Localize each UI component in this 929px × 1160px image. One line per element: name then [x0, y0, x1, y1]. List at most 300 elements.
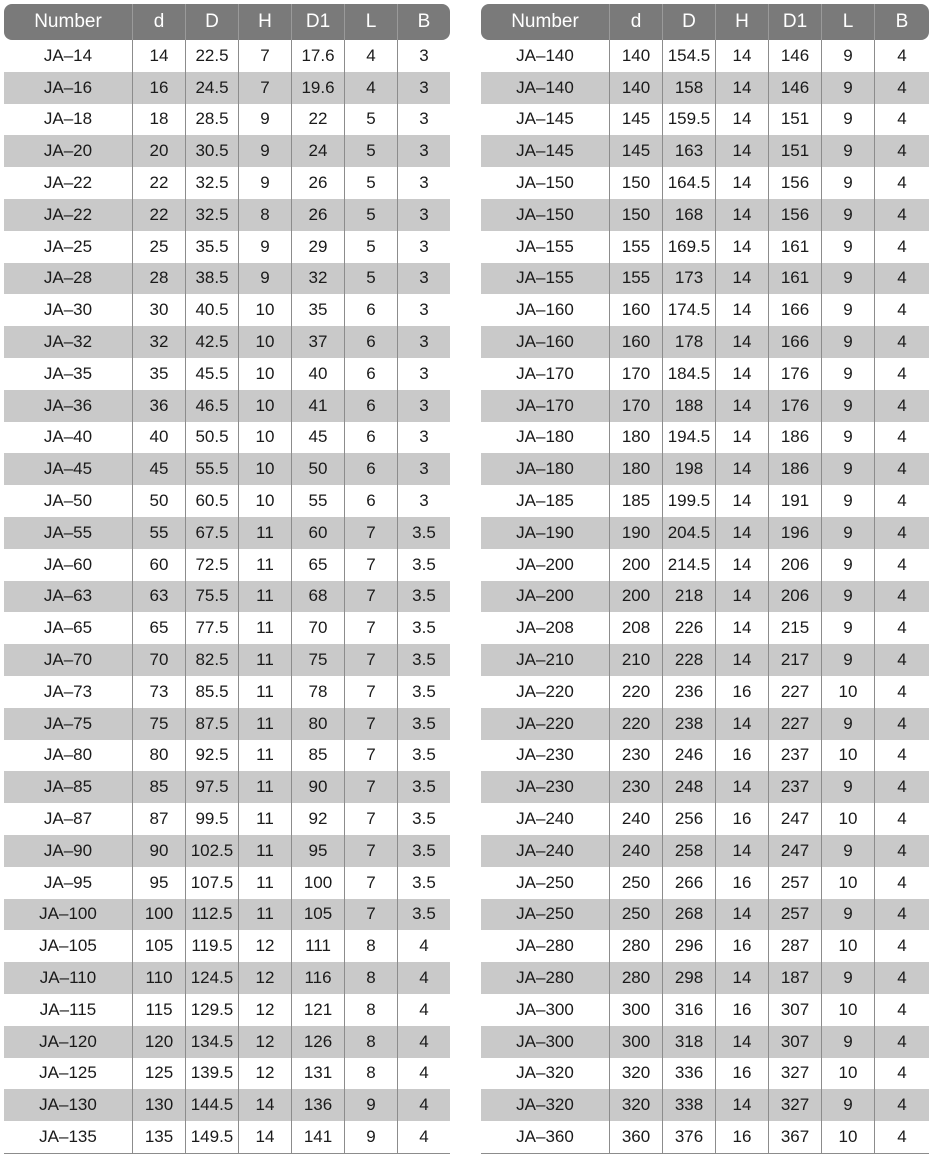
column-header-D1: D1 — [291, 4, 344, 40]
table-row — [481, 263, 929, 295]
cell-D1: 24 — [291, 135, 344, 167]
cell-L: 9 — [344, 1121, 397, 1154]
cell-d: 145 — [609, 135, 662, 167]
cell-d: 32 — [132, 326, 185, 358]
cell-H: 9 — [238, 104, 291, 136]
cell-B: 4 — [874, 167, 929, 199]
cell-D1: 50 — [291, 453, 344, 485]
cell-number: JA–18 — [4, 104, 132, 136]
cell-number: JA–160 — [481, 294, 609, 326]
cell-D: 248 — [662, 771, 715, 803]
cell-B: 3 — [397, 231, 450, 263]
cell-H: 16 — [715, 1121, 768, 1154]
cell-B: 3.5 — [397, 612, 450, 644]
cell-B: 3 — [397, 199, 450, 231]
cell-D: 246 — [662, 740, 715, 772]
cell-B: 3.5 — [397, 676, 450, 708]
cell-H: 8 — [238, 199, 291, 231]
cell-L: 7 — [344, 676, 397, 708]
cell-number: JA–185 — [481, 485, 609, 517]
table-row — [481, 72, 929, 104]
cell-D: 129.5 — [185, 994, 238, 1026]
cell-L: 7 — [344, 708, 397, 740]
cell-L: 9 — [821, 1089, 874, 1121]
cell-number: JA–135 — [4, 1121, 132, 1154]
cell-B: 4 — [874, 135, 929, 167]
cell-L: 9 — [821, 899, 874, 931]
cell-number: JA–65 — [4, 612, 132, 644]
cell-L: 7 — [344, 549, 397, 581]
cell-H: 11 — [238, 740, 291, 772]
cell-D: 154.5 — [662, 40, 715, 72]
table-row — [481, 104, 929, 136]
cell-B: 3 — [397, 326, 450, 358]
cell-D: 376 — [662, 1121, 715, 1154]
cell-H: 14 — [715, 167, 768, 199]
cell-D: 77.5 — [185, 612, 238, 644]
cell-D: 32.5 — [185, 167, 238, 199]
cell-D: 24.5 — [185, 72, 238, 104]
right-spec-table — [481, 4, 929, 1154]
cell-number: JA–360 — [481, 1121, 609, 1154]
table-row — [481, 740, 929, 772]
cell-number: JA–73 — [4, 676, 132, 708]
cell-number: JA–55 — [4, 517, 132, 549]
cell-B: 4 — [874, 1121, 929, 1154]
cell-D: 28.5 — [185, 104, 238, 136]
cell-D1: 121 — [291, 994, 344, 1026]
cell-L: 8 — [344, 962, 397, 994]
cell-number: JA–170 — [481, 358, 609, 390]
cell-L: 9 — [821, 581, 874, 613]
cell-D1: 287 — [768, 930, 821, 962]
cell-B: 3 — [397, 390, 450, 422]
cell-number: JA–200 — [481, 549, 609, 581]
cell-D: 198 — [662, 453, 715, 485]
table-row — [481, 135, 929, 167]
cell-d: 230 — [609, 771, 662, 803]
cell-H: 14 — [715, 549, 768, 581]
cell-number: JA–20 — [4, 135, 132, 167]
cell-L: 9 — [821, 199, 874, 231]
table-row — [4, 994, 450, 1026]
cell-H: 9 — [238, 167, 291, 199]
cell-d: 130 — [132, 1089, 185, 1121]
cell-number: JA–190 — [481, 517, 609, 549]
cell-D1: 247 — [768, 803, 821, 835]
table-row — [481, 612, 929, 644]
cell-H: 14 — [715, 358, 768, 390]
cell-D1: 307 — [768, 994, 821, 1026]
cell-D1: 215 — [768, 612, 821, 644]
cell-L: 6 — [344, 422, 397, 454]
cell-L: 7 — [344, 835, 397, 867]
cell-d: 150 — [609, 199, 662, 231]
cell-D1: 131 — [291, 1058, 344, 1090]
cell-d: 30 — [132, 294, 185, 326]
table-row — [481, 962, 929, 994]
cell-number: JA–145 — [481, 135, 609, 167]
cell-d: 36 — [132, 390, 185, 422]
cell-D: 168 — [662, 199, 715, 231]
cell-d: 240 — [609, 803, 662, 835]
cell-D1: 186 — [768, 453, 821, 485]
table-row — [481, 326, 929, 358]
table-row — [481, 358, 929, 390]
cell-D1: 156 — [768, 167, 821, 199]
cell-B: 4 — [874, 422, 929, 454]
column-header-number: Number — [4, 4, 132, 40]
cell-number: JA–85 — [4, 771, 132, 803]
table-row — [481, 485, 929, 517]
table-row — [481, 549, 929, 581]
cell-D: 144.5 — [185, 1089, 238, 1121]
cell-H: 11 — [238, 899, 291, 931]
column-header-D: D — [662, 4, 715, 40]
cell-B: 4 — [874, 867, 929, 899]
cell-number: JA–25 — [4, 231, 132, 263]
cell-H: 14 — [715, 517, 768, 549]
table-row — [4, 485, 450, 517]
cell-H: 10 — [238, 294, 291, 326]
cell-H: 11 — [238, 867, 291, 899]
cell-B: 4 — [874, 517, 929, 549]
cell-H: 16 — [715, 867, 768, 899]
cell-L: 6 — [344, 485, 397, 517]
cell-L: 9 — [821, 453, 874, 485]
cell-D1: 19.6 — [291, 72, 344, 104]
cell-L: 10 — [821, 867, 874, 899]
table-row — [4, 549, 450, 581]
cell-D: 55.5 — [185, 453, 238, 485]
cell-d: 160 — [609, 326, 662, 358]
cell-number: JA–300 — [481, 994, 609, 1026]
cell-B: 3 — [397, 135, 450, 167]
cell-D: 99.5 — [185, 803, 238, 835]
cell-d: 360 — [609, 1121, 662, 1154]
cell-number: JA–210 — [481, 644, 609, 676]
cell-D1: 146 — [768, 40, 821, 72]
cell-B: 4 — [397, 1121, 450, 1154]
cell-number: JA–230 — [481, 771, 609, 803]
cell-B: 4 — [874, 294, 929, 326]
cell-H: 9 — [238, 135, 291, 167]
cell-L: 8 — [344, 994, 397, 1026]
cell-D1: 237 — [768, 771, 821, 803]
table-row — [4, 899, 450, 931]
table-row — [481, 231, 929, 263]
cell-D1: 26 — [291, 199, 344, 231]
cell-H: 12 — [238, 930, 291, 962]
cell-B: 4 — [874, 40, 929, 72]
cell-d: 115 — [132, 994, 185, 1026]
cell-L: 9 — [344, 1089, 397, 1121]
cell-number: JA–150 — [481, 167, 609, 199]
cell-number: JA–220 — [481, 708, 609, 740]
cell-B: 3.5 — [397, 644, 450, 676]
cell-d: 280 — [609, 930, 662, 962]
table-row — [481, 708, 929, 740]
cell-d: 125 — [132, 1058, 185, 1090]
table-row — [481, 771, 929, 803]
cell-B: 4 — [874, 453, 929, 485]
cell-D: 35.5 — [185, 231, 238, 263]
cell-L: 9 — [821, 167, 874, 199]
cell-B: 4 — [874, 899, 929, 931]
cell-number: JA–40 — [4, 422, 132, 454]
cell-d: 45 — [132, 453, 185, 485]
cell-H: 14 — [715, 294, 768, 326]
cell-D: 32.5 — [185, 199, 238, 231]
cell-d: 170 — [609, 390, 662, 422]
table-row — [481, 835, 929, 867]
cell-B: 3 — [397, 72, 450, 104]
table-row — [481, 40, 929, 72]
cell-L: 5 — [344, 167, 397, 199]
table-row — [4, 104, 450, 136]
cell-H: 10 — [238, 485, 291, 517]
cell-B: 4 — [397, 1026, 450, 1058]
cell-H: 11 — [238, 581, 291, 613]
cell-d: 63 — [132, 581, 185, 613]
cell-d: 155 — [609, 231, 662, 263]
cell-L: 7 — [344, 612, 397, 644]
cell-B: 4 — [397, 962, 450, 994]
cell-d: 190 — [609, 517, 662, 549]
cell-number: JA–100 — [4, 899, 132, 931]
cell-D1: 41 — [291, 390, 344, 422]
cell-B: 4 — [874, 485, 929, 517]
cell-B: 4 — [397, 930, 450, 962]
cell-H: 11 — [238, 835, 291, 867]
cell-D: 42.5 — [185, 326, 238, 358]
table-row — [4, 740, 450, 772]
cell-L: 5 — [344, 104, 397, 136]
cell-D: 268 — [662, 899, 715, 931]
cell-L: 5 — [344, 231, 397, 263]
column-header-number: Number — [481, 4, 609, 40]
cell-D: 38.5 — [185, 263, 238, 295]
cell-L: 9 — [821, 771, 874, 803]
table-row — [4, 1058, 450, 1090]
cell-D1: 176 — [768, 358, 821, 390]
cell-d: 220 — [609, 708, 662, 740]
cell-H: 9 — [238, 231, 291, 263]
cell-L: 10 — [821, 994, 874, 1026]
cell-d: 50 — [132, 485, 185, 517]
cell-d: 28 — [132, 263, 185, 295]
table-row — [4, 1121, 450, 1154]
cell-D1: 327 — [768, 1089, 821, 1121]
cell-D: 218 — [662, 581, 715, 613]
table-row — [481, 390, 929, 422]
cell-B: 3 — [397, 40, 450, 72]
cell-d: 180 — [609, 422, 662, 454]
cell-L: 10 — [821, 740, 874, 772]
cell-number: JA–140 — [481, 40, 609, 72]
cell-B: 4 — [874, 581, 929, 613]
cell-L: 9 — [821, 422, 874, 454]
cell-number: JA–45 — [4, 453, 132, 485]
cell-L: 10 — [821, 1058, 874, 1090]
cell-B: 3.5 — [397, 867, 450, 899]
cell-D1: 227 — [768, 676, 821, 708]
cell-L: 9 — [821, 294, 874, 326]
cell-B: 3 — [397, 358, 450, 390]
cell-D: 256 — [662, 803, 715, 835]
cell-d: 170 — [609, 358, 662, 390]
left-spec-table-container — [4, 4, 450, 1154]
cell-H: 14 — [238, 1089, 291, 1121]
cell-d: 220 — [609, 676, 662, 708]
cell-number: JA–63 — [4, 581, 132, 613]
cell-number: JA–75 — [4, 708, 132, 740]
cell-H: 14 — [715, 1026, 768, 1058]
cell-D1: 166 — [768, 294, 821, 326]
cell-L: 9 — [821, 358, 874, 390]
cell-L: 5 — [344, 199, 397, 231]
table-row — [481, 199, 929, 231]
cell-number: JA–208 — [481, 612, 609, 644]
header-row — [4, 4, 450, 40]
table-row — [481, 930, 929, 962]
cell-B: 4 — [874, 72, 929, 104]
table-row — [4, 708, 450, 740]
cell-D1: 187 — [768, 962, 821, 994]
cell-d: 100 — [132, 899, 185, 931]
cell-number: JA–320 — [481, 1089, 609, 1121]
cell-H: 14 — [715, 422, 768, 454]
cell-B: 3 — [397, 263, 450, 295]
cell-D1: 166 — [768, 326, 821, 358]
table-row — [481, 899, 929, 931]
cell-D1: 65 — [291, 549, 344, 581]
left-table-header — [4, 4, 450, 40]
cell-d: 210 — [609, 644, 662, 676]
cell-number: JA–125 — [4, 1058, 132, 1090]
cell-H: 11 — [238, 771, 291, 803]
cell-d: 180 — [609, 453, 662, 485]
cell-L: 9 — [821, 390, 874, 422]
cell-D1: 206 — [768, 549, 821, 581]
cell-B: 4 — [874, 708, 929, 740]
cell-D1: 111 — [291, 930, 344, 962]
cell-B: 4 — [874, 326, 929, 358]
cell-H: 10 — [238, 390, 291, 422]
cell-D1: 141 — [291, 1121, 344, 1154]
table-row — [4, 867, 450, 899]
cell-D1: 161 — [768, 263, 821, 295]
cell-number: JA–250 — [481, 867, 609, 899]
cell-number: JA–105 — [4, 930, 132, 962]
table-row — [4, 803, 450, 835]
cell-d: 140 — [609, 40, 662, 72]
cell-L: 10 — [821, 803, 874, 835]
cell-D: 158 — [662, 72, 715, 104]
cell-D: 46.5 — [185, 390, 238, 422]
cell-number: JA–160 — [481, 326, 609, 358]
cell-D1: 40 — [291, 358, 344, 390]
cell-D: 258 — [662, 835, 715, 867]
cell-H: 12 — [238, 1026, 291, 1058]
cell-d: 280 — [609, 962, 662, 994]
cell-d: 85 — [132, 771, 185, 803]
cell-number: JA–180 — [481, 453, 609, 485]
cell-d: 230 — [609, 740, 662, 772]
cell-D: 214.5 — [662, 549, 715, 581]
cell-D1: 116 — [291, 962, 344, 994]
column-header-H: H — [238, 4, 291, 40]
cell-L: 6 — [344, 453, 397, 485]
cell-d: 95 — [132, 867, 185, 899]
cell-d: 200 — [609, 549, 662, 581]
cell-D: 236 — [662, 676, 715, 708]
cell-H: 10 — [238, 453, 291, 485]
cell-D1: 55 — [291, 485, 344, 517]
cell-H: 14 — [715, 1089, 768, 1121]
cell-L: 5 — [344, 263, 397, 295]
cell-D: 149.5 — [185, 1121, 238, 1154]
cell-H: 11 — [238, 708, 291, 740]
cell-d: 40 — [132, 422, 185, 454]
cell-number: JA–95 — [4, 867, 132, 899]
cell-number: JA–230 — [481, 740, 609, 772]
table-row — [481, 644, 929, 676]
cell-number: JA–145 — [481, 104, 609, 136]
cell-H: 11 — [238, 803, 291, 835]
cell-D1: 191 — [768, 485, 821, 517]
cell-H: 14 — [715, 199, 768, 231]
cell-d: 135 — [132, 1121, 185, 1154]
cell-number: JA–35 — [4, 358, 132, 390]
cell-d: 65 — [132, 612, 185, 644]
cell-L: 5 — [344, 135, 397, 167]
cell-D: 266 — [662, 867, 715, 899]
cell-D1: 85 — [291, 740, 344, 772]
cell-D1: 227 — [768, 708, 821, 740]
header-row — [481, 4, 929, 40]
cell-D: 194.5 — [662, 422, 715, 454]
cell-H: 7 — [238, 72, 291, 104]
cell-L: 7 — [344, 581, 397, 613]
cell-L: 9 — [821, 326, 874, 358]
cell-number: JA–28 — [4, 263, 132, 295]
cell-d: 14 — [132, 40, 185, 72]
cell-D: 50.5 — [185, 422, 238, 454]
cell-D1: 92 — [291, 803, 344, 835]
cell-number: JA–155 — [481, 231, 609, 263]
cell-D: 87.5 — [185, 708, 238, 740]
cell-H: 14 — [715, 581, 768, 613]
cell-B: 3 — [397, 453, 450, 485]
cell-number: JA–70 — [4, 644, 132, 676]
table-row — [4, 326, 450, 358]
cell-H: 14 — [715, 962, 768, 994]
cell-D1: 105 — [291, 899, 344, 931]
cell-L: 7 — [344, 644, 397, 676]
cell-D: 204.5 — [662, 517, 715, 549]
cell-D: 82.5 — [185, 644, 238, 676]
cell-B: 4 — [874, 644, 929, 676]
cell-L: 9 — [821, 263, 874, 295]
cell-H: 12 — [238, 994, 291, 1026]
cell-B: 3 — [397, 422, 450, 454]
cell-number: JA–50 — [4, 485, 132, 517]
cell-B: 4 — [874, 803, 929, 835]
cell-D1: 60 — [291, 517, 344, 549]
cell-number: JA–22 — [4, 199, 132, 231]
table-row — [4, 231, 450, 263]
